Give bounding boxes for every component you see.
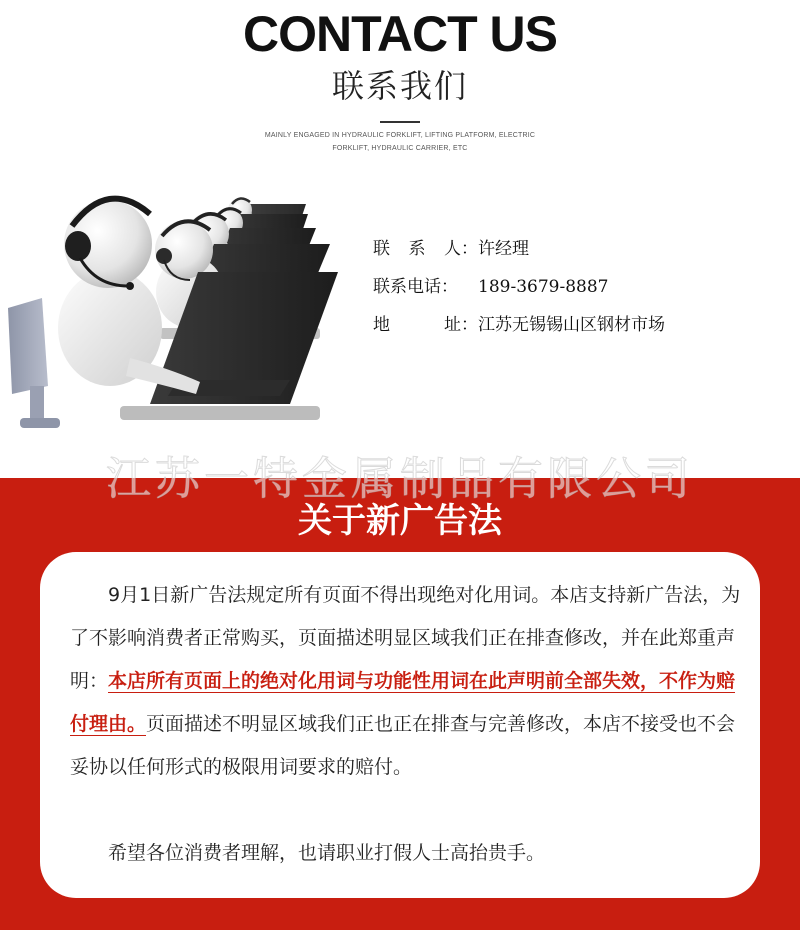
office-chair — [8, 298, 60, 428]
subtitle-line-2: FORKLIFT, HYDRAULIC CARRIER, ETC — [332, 145, 468, 152]
page-title-cn: 联系我们 — [331, 67, 468, 105]
contact-person-row — [373, 230, 665, 268]
contact-address-label: 地 址： — [373, 315, 478, 335]
contact-address-value: 江苏无锡锡山区钢材市场 — [478, 315, 665, 335]
title-divider — [380, 121, 420, 123]
business-scope-subtitle — [250, 129, 550, 155]
notice-closing-text: 希望各位消费者理解，也请职业打假人士高抬贵手。 — [108, 842, 546, 864]
notice-highlight-statement: 本店所有页面上的绝对化用词与功能性用词在此声明前全部失效，不作为赔付理由。 — [70, 670, 736, 735]
contact-address-row — [373, 306, 665, 344]
contact-phone-value: 189-3679-8887 — [478, 277, 609, 297]
contact-phone-row — [373, 268, 665, 306]
notice-text-before: 9月1日新广告法规定所有页面不得出现绝对化用词。本店支持新广告法，为了不影响消费者正常购买，页面描述明显区域我们正在排查修改，并在此郑重声明： — [70, 584, 741, 692]
contact-person-label: 联 系 人： — [373, 239, 478, 259]
notice-title: 关于新广告法 — [298, 501, 502, 541]
notice-paragraph-1 — [70, 574, 750, 789]
contact-person-value: 许经理 — [478, 239, 529, 259]
customer-service-headset-figures-illustration — [0, 168, 370, 443]
subtitle-line-1: MAINLY ENGAGED IN HYDRAULIC FORKLIFT, LIFTING PLATFORM, ELECTRIC — [264, 132, 536, 139]
page-title-en: CONTACT US — [242, 6, 558, 62]
company-name-watermark: 江苏一特金属制品有限公司 — [105, 452, 694, 505]
contact-info — [373, 230, 665, 344]
notice-paragraph-2 — [70, 832, 750, 875]
contact-phone-label: 联系电话： — [373, 277, 458, 297]
notice-text-after: 页面描述不明显区域我们正也正在排查与完善修改，本店不接受也不会妥协以任何形式的极限用词要求的赔付。 — [70, 713, 736, 778]
